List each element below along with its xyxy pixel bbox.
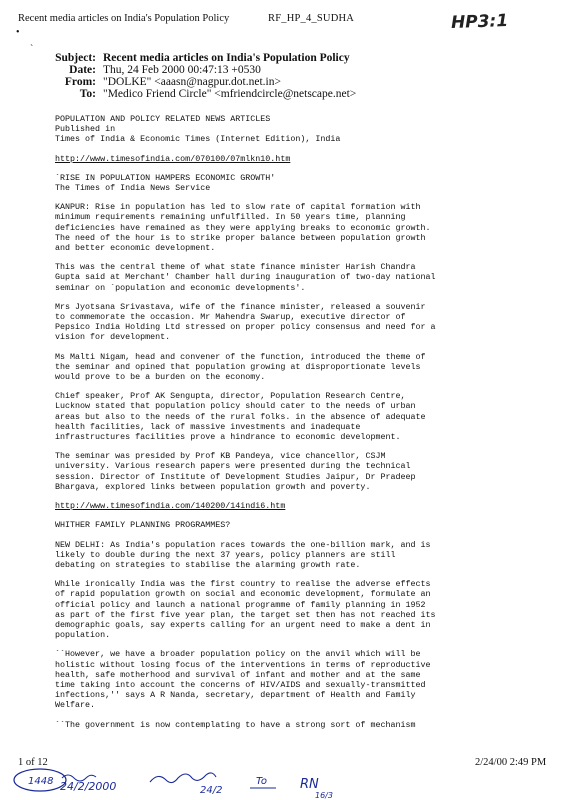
from-row xyxy=(0,76,567,88)
signature-date: 24/2 xyxy=(200,785,223,796)
date-label: Date: xyxy=(69,64,96,76)
article-link-1[interactable]: http://www.timesofindia.com/070100/07mlkn10.htm xyxy=(55,153,291,164)
file-reference-code: RF_HP_4_SUDHA xyxy=(268,13,355,24)
to-label: To: xyxy=(79,88,96,100)
subject-label: Subject: xyxy=(55,52,96,64)
email-header-block xyxy=(0,52,567,100)
article-2-paragraph: ``However, we have a broader population policy on the anvil which will be holistic without losing focus of the interventions in terms of reproductive health, safe motherhood and survival of infant and mother and at the same time taking into account the concerns of HIV/AIDS and sexually-transmitted infections,'' says A R Nanda, secretary, department of Health and Family Welfare. xyxy=(55,649,431,711)
article-1-paragraph: Mrs Jyotsana Srivastava, wife of the finance minister, released a souvenir to commemorate the occasion. Mr Mahendra Swarup, executive director of Pepsico India Holding Ltd stressed on proper policy consensus and need for a vision for development. xyxy=(55,301,436,343)
article-1-paragraph: Ms Malti Nigam, head and convener of the function, introduced the theme of the seminar and opined that population growing at disproportionate levels would prove to be a burden on the economy. xyxy=(55,351,426,383)
bullet-dot-icon: • xyxy=(16,27,20,38)
article-link-2[interactable]: http://www.timesofindia.com/140200/14indi6.htm xyxy=(55,501,286,512)
article-1-paragraph: Chief speaker, Prof AK Sengupta, director, Population Research Centre, Lucknow stated that population policy should cater to the needs of urban areas but also to the needs of the rural folks. in the absence of adequate health facilities, lack of massive investments and inadequate infrastructures facilities prove a hindrance to economic development. xyxy=(55,391,426,443)
date-row xyxy=(0,64,567,76)
article-2-paragraph: While ironically India was the first country to realise the adverse effects of rapid population growth on social and economic development, formulate an official policy and launch a national programme of family planning in 1952 as part of the first five year plan, the target set then has not reached its demographic goals, say experts calling for an urgent need to make a dent in population. xyxy=(55,579,436,641)
handwritten-annotations xyxy=(0,768,567,800)
intro-paragraph: POPULATION AND POLICY RELATED NEWS ARTICLES Published in Times of India & Economic Times (Internet Edition), India xyxy=(55,114,341,145)
from-value: "DOLKE" <aaasn@nagpur.dot.net.in> xyxy=(103,76,281,88)
handwritten-file-tag: HP3:1 xyxy=(450,11,509,33)
article-2-paragraph: ``The government is now contemplating to have a strong sort of mechanism xyxy=(55,719,416,730)
signature-scribble xyxy=(150,773,216,783)
article-2-title: WHITHER FAMILY PLANNING PROGRAMMES? xyxy=(55,520,231,531)
article-1-paragraph: KANPUR: Rise in population has led to slow rate of capital formation with minimum requirements remaining unfulfilled. In 50 years time, planning deficiencies have remained as they were applying breaks to economic growth. The need of the hour is to strike proper balance between population growth and better economic development. xyxy=(55,202,431,254)
to-row xyxy=(0,88,567,100)
stamp-date: 24/2/2000 xyxy=(60,780,117,793)
note-date: 16/3 xyxy=(315,791,333,800)
stamp-number: 1448 xyxy=(28,776,54,787)
pen-tick-mark-icon: ˋ xyxy=(30,44,34,55)
subject-row xyxy=(0,52,567,64)
article-1-paragraph: This was the central theme of what state finance minister Harish Chandra Gupta said at Merchant' Chamber hall during inauguration of two-day national seminar on `population and economic developments'. xyxy=(55,262,436,293)
page-counter: 1 of 12 xyxy=(18,757,48,768)
subject-value: Recent media articles on India's Population Policy xyxy=(103,52,350,64)
date-value: Thu, 24 Feb 2000 00:47:13 +0530 xyxy=(103,64,261,76)
article-1-paragraph: The seminar was presided by Prof KB Pandeya, vice chancellor, CSJM university. Various research papers were presented during the technical session. Director of Institute of Development Studies Jaipur, Dr Pradeep Bhargava, explored links between population growth and poverty. xyxy=(55,451,416,492)
email-body xyxy=(55,114,555,739)
note-initials: RN xyxy=(300,777,319,792)
article-2-paragraph: NEW DELHI: As India's population races towards the one-billion mark, and is likely to double during the next 37 years, policy planners are still debating on strategies to stabilise the alarming growth rate. xyxy=(55,539,431,570)
print-timestamp: 2/24/00 2:49 PM xyxy=(475,757,547,768)
to-value: "Medico Friend Circle" <mfriendcircle@netscape.net> xyxy=(103,88,357,100)
article-1-title: `RISE IN POPULATION HAMPERS ECONOMIC GROWTH' The Times of India News Service xyxy=(55,172,276,194)
note-to: To xyxy=(256,776,267,787)
from-label: From: xyxy=(64,76,96,88)
print-header-title: Recent media articles on India's Population Policy xyxy=(18,13,230,24)
